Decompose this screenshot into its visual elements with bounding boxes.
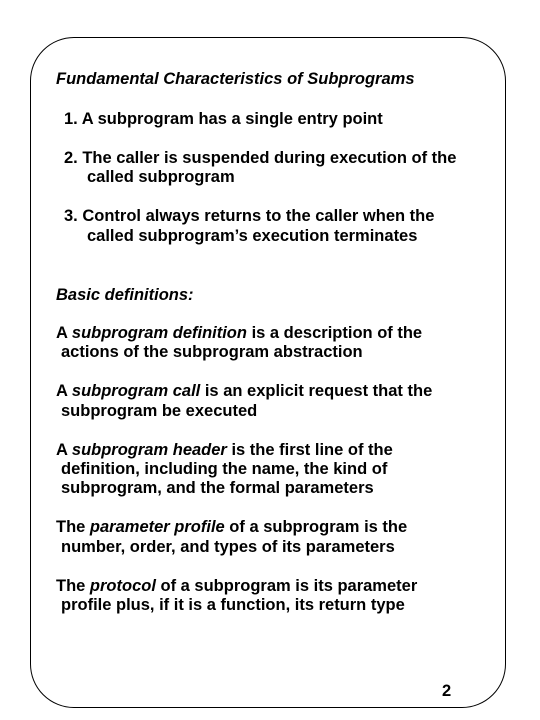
definition-3-cont-2: subprogram, and the formal parameters [61, 479, 374, 497]
definition-4-prefix: The [56, 518, 90, 536]
definition-5-prefix: The [56, 577, 90, 595]
definition-5 [56, 576, 417, 596]
definition-3 [56, 440, 393, 460]
definition-2-prefix: A [56, 382, 72, 400]
characteristic-1: 1. A subprogram has a single entry point [64, 110, 383, 128]
definition-3-prefix: A [56, 441, 72, 459]
definition-1-text: is a description of the [246, 324, 423, 342]
definition-4-text: of a subprogram is the [224, 518, 408, 536]
characteristic-2-cont: called subprogram [87, 168, 235, 186]
definition-5-cont: profile plus, if it is a function, its return type [61, 596, 405, 614]
definition-5-text: of a subprogram is its parameter [155, 577, 418, 595]
characteristic-3-cont: called subprogram’s execution terminates [87, 227, 418, 245]
definition-1-cont: actions of the subprogram abstraction [61, 343, 363, 361]
definition-5-term: protocol [89, 577, 156, 595]
characteristic-2: 2. The caller is suspended during execution of the [64, 149, 457, 167]
definition-3-term: subprogram header [71, 441, 227, 459]
definition-3-text: is the first line of the [226, 441, 393, 459]
definition-1-prefix: A [56, 324, 72, 342]
slide-title: Fundamental Characteristics of Subprograms [56, 70, 415, 88]
definition-2 [56, 381, 432, 401]
definition-4-term: parameter profile [89, 518, 225, 536]
definition-4-cont: number, order, and types of its parameters [61, 538, 395, 556]
definition-2-cont: subprogram be executed [61, 402, 258, 420]
definitions-heading: Basic definitions: [56, 286, 194, 304]
definition-4 [56, 517, 407, 537]
definition-2-text: is an explicit request that the [200, 382, 433, 400]
definition-3-cont-1: definition, including the name, the kind of [61, 460, 388, 478]
page-number: 2 [442, 682, 452, 700]
definition-1 [56, 323, 422, 343]
definition-1-term: subprogram definition [71, 324, 247, 342]
characteristic-3: 3. Control always returns to the caller when the [64, 207, 435, 225]
definition-2-term: subprogram call [71, 382, 201, 400]
